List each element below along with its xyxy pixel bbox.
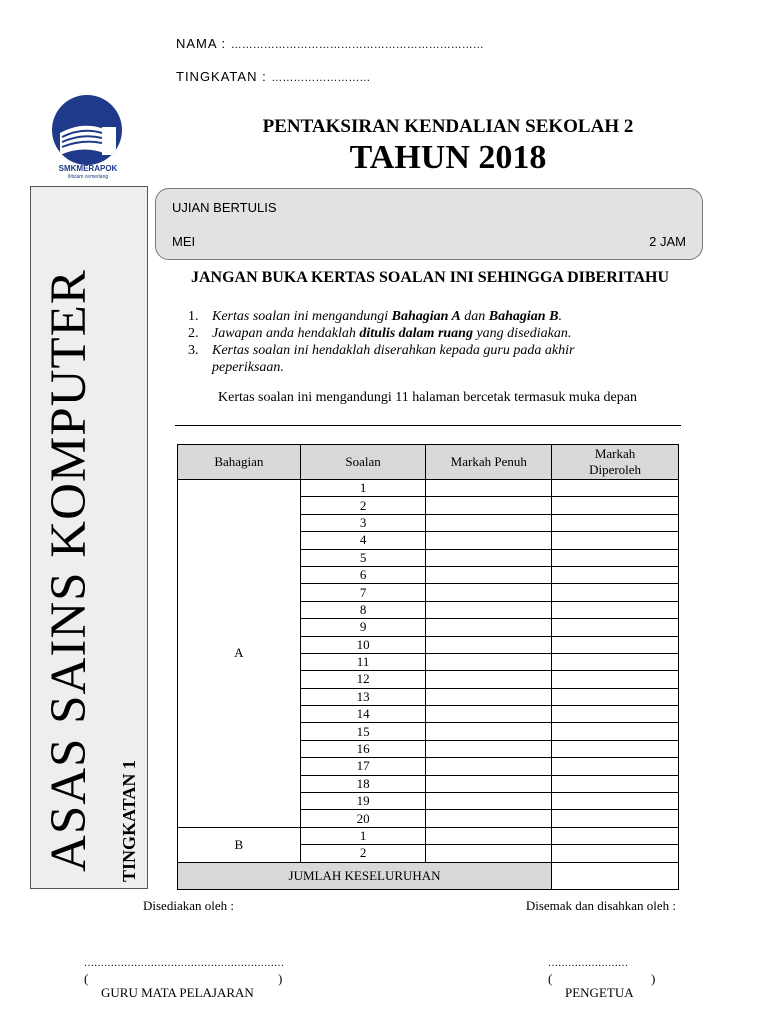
instruction-text: Kertas soalan ini mengandungi [212, 309, 392, 324]
question-number-cell: 6 [300, 566, 426, 583]
question-number-cell: 12 [300, 671, 426, 688]
do-not-open-warning: JANGAN BUKA KERTAS SOALAN INI SEHINGGA DIBERITAHU [190, 269, 670, 286]
obtained-marks-cell[interactable] [552, 827, 679, 844]
tingkatan-dots: ……………………… [271, 72, 371, 84]
header-markah-penuh: Markah Penuh [426, 445, 552, 480]
nama-field [176, 36, 484, 51]
obtained-marks-cell[interactable] [552, 619, 679, 636]
full-marks-cell[interactable] [426, 810, 552, 827]
full-marks-cell[interactable] [426, 566, 552, 583]
question-number-cell: 16 [300, 740, 426, 757]
full-marks-cell[interactable] [426, 706, 552, 723]
page-count-note: Kertas soalan ini mengandungi 11 halaman bercetak termasuk muka depan [218, 390, 637, 405]
total-label: JUMLAH KESELURUHAN [178, 862, 552, 889]
obtained-marks-cell[interactable] [552, 497, 679, 514]
question-number-cell: 13 [300, 688, 426, 705]
header-markah-diperoleh: Markah Diperoleh [552, 445, 679, 480]
obtained-marks-cell[interactable] [552, 723, 679, 740]
full-marks-cell[interactable] [426, 619, 552, 636]
question-number-cell: 7 [300, 584, 426, 601]
book-emblem-icon [52, 95, 122, 165]
full-marks-cell[interactable] [426, 653, 552, 670]
question-number-cell: 20 [300, 810, 426, 827]
full-marks-cell[interactable] [426, 845, 552, 862]
question-number-cell: 4 [300, 532, 426, 549]
form-label: TINGKATAN 1 [119, 760, 139, 882]
instruction-number: 1. [188, 309, 199, 324]
exam-month: MEI [172, 234, 196, 249]
full-marks-cell[interactable] [426, 793, 552, 810]
teacher-signature-line: …………………………………………………… [84, 958, 284, 969]
obtained-marks-cell[interactable] [552, 688, 679, 705]
instruction-item [188, 325, 648, 342]
divider-line [175, 425, 681, 426]
principal-signature-line: …………………… [548, 958, 628, 969]
instruction-item [188, 342, 648, 376]
instruction-bold: ditulis dalam ruang [359, 326, 473, 341]
obtained-marks-cell[interactable] [552, 653, 679, 670]
question-number-cell: 10 [300, 636, 426, 653]
instruction-text: Jawapan anda hendaklah [212, 326, 360, 341]
instruction-text: dan [460, 309, 489, 324]
table-row [178, 480, 679, 497]
obtained-marks-cell[interactable] [552, 636, 679, 653]
subject-side-panel [30, 186, 148, 889]
question-number-cell: 1 [300, 480, 426, 497]
exam-duration: 2 JAM [649, 234, 686, 249]
exam-info-box [155, 188, 703, 260]
full-marks-cell[interactable] [426, 584, 552, 601]
question-number-cell: 3 [300, 514, 426, 531]
question-number-cell: 14 [300, 706, 426, 723]
obtained-marks-cell[interactable] [552, 514, 679, 531]
full-marks-cell[interactable] [426, 480, 552, 497]
full-marks-cell[interactable] [426, 532, 552, 549]
section-cell: A [178, 480, 301, 828]
instruction-text: Kertas soalan ini hendaklah diserahkan kepada guru pada akhir peperiksaan. [212, 343, 575, 375]
question-number-cell: 19 [300, 793, 426, 810]
question-number-cell: 2 [300, 845, 426, 862]
question-number-cell: 5 [300, 549, 426, 566]
logo-tagline: Ilitizam cemerlang [67, 174, 109, 180]
obtained-marks-cell[interactable] [552, 793, 679, 810]
full-marks-cell[interactable] [426, 514, 552, 531]
question-number-cell: 15 [300, 723, 426, 740]
full-marks-cell[interactable] [426, 740, 552, 757]
obtained-marks-cell[interactable] [552, 480, 679, 497]
obtained-marks-cell[interactable] [552, 601, 679, 618]
principal-paren-close: ) [651, 971, 656, 986]
teacher-paren-close: ) [278, 971, 283, 986]
tingkatan-field [176, 69, 370, 84]
obtained-marks-cell[interactable] [552, 706, 679, 723]
question-number-cell: 17 [300, 758, 426, 775]
full-marks-cell[interactable] [426, 723, 552, 740]
question-number-cell: 18 [300, 775, 426, 792]
table-row [178, 827, 679, 844]
section-cell: B [178, 827, 301, 862]
logo-brand: SMKMERAPOK [58, 164, 118, 173]
total-marks-cell[interactable] [552, 862, 679, 889]
nama-dots: …………………………………………………………… [230, 39, 484, 51]
instructions-list [188, 308, 648, 376]
full-marks-cell[interactable] [426, 827, 552, 844]
obtained-marks-cell[interactable] [552, 758, 679, 775]
nama-label: NAMA : [176, 36, 227, 51]
approved-by-label: Disemak dan disahkan oleh : [525, 898, 676, 913]
teacher-role: GURU MATA PELAJARAN [101, 985, 254, 1000]
year-title: TAHUN 2018 [349, 139, 547, 176]
marks-table [177, 444, 679, 890]
obtained-marks-cell[interactable] [552, 845, 679, 862]
question-number-cell: 11 [300, 653, 426, 670]
instruction-text: yang disediakan. [472, 326, 572, 341]
instruction-bold: Bahagian A [391, 309, 461, 324]
total-row [178, 862, 679, 889]
full-marks-cell[interactable] [426, 688, 552, 705]
side-title-block [39, 269, 99, 872]
marks-table-body [178, 480, 679, 890]
school-logo [52, 95, 122, 165]
obtained-marks-cell[interactable] [552, 532, 679, 549]
principal-paren-open: ( [548, 971, 553, 986]
obtained-marks-cell[interactable] [552, 671, 679, 688]
instruction-text: . [558, 309, 562, 324]
instruction-bold: Bahagian B [488, 309, 559, 324]
obtained-marks-cell[interactable] [552, 566, 679, 583]
instruction-item [188, 308, 648, 325]
obtained-marks-cell[interactable] [552, 584, 679, 601]
obtained-marks-cell[interactable] [552, 775, 679, 792]
obtained-marks-cell[interactable] [552, 740, 679, 757]
tingkatan-label: TINGKATAN : [176, 69, 267, 84]
prepared-by-label: Disediakan oleh : [143, 898, 234, 913]
question-number-cell: 8 [300, 601, 426, 618]
full-marks-cell[interactable] [426, 549, 552, 566]
subject-title: ASAS SAINS KOMPUTER [41, 269, 97, 872]
full-marks-cell[interactable] [426, 671, 552, 688]
obtained-marks-cell[interactable] [552, 549, 679, 566]
question-number-cell: 1 [300, 827, 426, 844]
question-number-cell: 9 [300, 619, 426, 636]
obtained-marks-cell[interactable] [552, 810, 679, 827]
principal-role: PENGETUA [565, 985, 634, 1000]
instruction-number: 2. [188, 326, 199, 341]
full-marks-cell[interactable] [426, 636, 552, 653]
assessment-title: PENTAKSIRAN KENDALIAN SEKOLAH 2 [262, 116, 634, 137]
full-marks-cell[interactable] [426, 497, 552, 514]
instruction-number: 3. [188, 343, 199, 358]
full-marks-cell[interactable] [426, 758, 552, 775]
teacher-paren-open: ( [84, 971, 89, 986]
full-marks-cell[interactable] [426, 775, 552, 792]
header-bahagian: Bahagian [178, 445, 301, 480]
table-header-row [178, 445, 679, 480]
header-soalan: Soalan [300, 445, 426, 480]
full-marks-cell[interactable] [426, 601, 552, 618]
exam-type: UJIAN BERTULIS [172, 200, 277, 215]
question-number-cell: 2 [300, 497, 426, 514]
